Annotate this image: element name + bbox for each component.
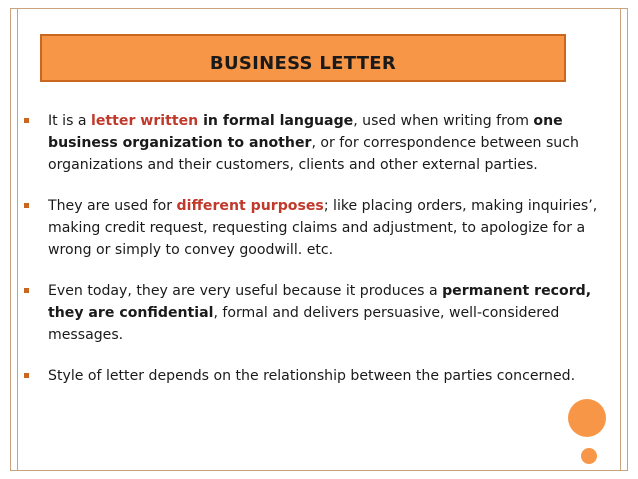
slide-title: BUSINESS LETTER — [209, 52, 397, 74]
bullet-segment: , formal and delivers persuasive, well-considered messages. — [48, 305, 560, 343]
bullet-segment: different purposes — [176, 198, 324, 214]
bullet-segment: ; like placing orders, making inquiries’, making credit request, requesting claims and adjustment, to apologize for a wrong or simply to convey goodwill. etc. — [48, 198, 598, 258]
bullet-segment: permanent record, they are confidential — [48, 283, 592, 321]
bullet-segment: They are used for — [48, 198, 177, 214]
bullet-segment: one business organization to another — [48, 113, 563, 151]
bullet-segment: Even today, they are very useful because it produces a — [48, 283, 443, 299]
frame-rule-left — [17, 9, 18, 470]
bullet-item — [24, 365, 624, 387]
bullet-segment: Style of letter depends on the relationship between the parties concerned. — [48, 368, 576, 384]
bullet-marker-icon — [24, 288, 29, 293]
bullet-segment: , or for correspondence between such organizations and their customers, clients and other external parties. — [48, 135, 579, 173]
bullet-marker-icon — [24, 203, 29, 208]
bullet-list — [24, 110, 624, 406]
bullet-item — [24, 110, 624, 176]
bullet-marker-icon — [24, 373, 29, 378]
bullet-segment: in formal language — [198, 113, 354, 129]
decorative-circle-small — [581, 448, 597, 464]
bullet-segment: letter written — [91, 113, 199, 129]
bullet-segment: , used when writing from — [353, 113, 534, 129]
decorative-circle-large — [568, 399, 606, 437]
title-banner — [40, 34, 566, 82]
bullet-segment: It is a — [48, 113, 92, 129]
bullet-item — [24, 195, 624, 261]
bullet-marker-icon — [24, 118, 29, 123]
bullet-item — [24, 280, 624, 346]
